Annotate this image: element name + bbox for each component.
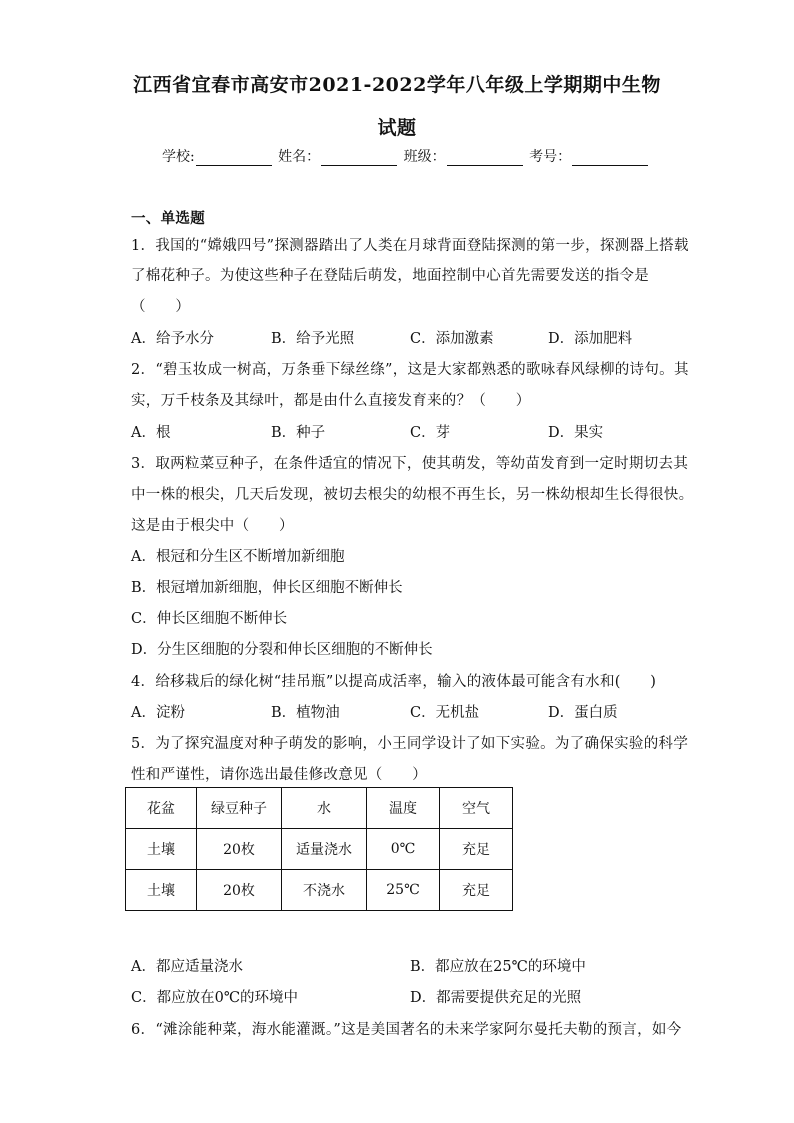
table-cell: 20枚 (197, 829, 282, 870)
q3-option-d: D．分生区细胞的分裂和伸长区细胞的不断伸长 (131, 642, 433, 658)
q2-option-c: C．芽 (410, 425, 451, 441)
q5-option-a: A．都应适量浇水 (131, 959, 243, 975)
q5-line2: 性和严谨性，请你选出最佳修改意见（ ） (131, 767, 427, 783)
table-cell: 土壤 (126, 829, 197, 870)
class-blank (447, 150, 523, 166)
table-header-cell: 空气 (440, 788, 513, 829)
q6-line1: 6．“滩涂能种菜，海水能灌溉。”这是美国著名的未来学家阿尔曼托夫勒的预言，如今 (131, 1022, 682, 1038)
table-cell: 不浇水 (282, 870, 367, 911)
q4-option-c: C．无机盐 (410, 705, 480, 721)
class-label: 班级： (403, 149, 446, 165)
q1-option-b: B．给予光照 (271, 331, 355, 347)
q5-option-c: C．都应放在0℃的环境中 (131, 990, 299, 1006)
school-label: 学校: (162, 149, 195, 165)
q2-option-a: A．根 (131, 425, 171, 441)
table-cell: 充足 (440, 829, 513, 870)
table-header-cell: 水 (282, 788, 367, 829)
q5-option-b: B．都应放在25℃的环境中 (410, 959, 586, 975)
q4-option-d: D．蛋白质 (548, 705, 618, 721)
table-header-cell: 温度 (367, 788, 440, 829)
name-label: 姓名： (278, 149, 321, 165)
section-heading: 一、单选题 (131, 210, 205, 227)
q1-line2: 了棉花种子。为使这些种子在登陆后萌发，地面控制中心首先需要发送的指令是 (131, 268, 649, 284)
q3-option-b: B．根冠增加新细胞，伸长区细胞不断伸长 (131, 580, 403, 596)
table-cell: 适量浇水 (282, 829, 367, 870)
exam-number-label: 考号： (529, 149, 572, 165)
q4-option-b: B．植物油 (271, 705, 340, 721)
table-cell: 25℃ (367, 870, 440, 911)
table-header-cell: 绿豆种子 (197, 788, 282, 829)
student-info-row (162, 146, 650, 166)
experiment-table (125, 787, 513, 911)
table-header-row (126, 788, 513, 829)
q2-line2: 实，万千枝条及其绿叶，都是由什么直接发育来的？（ ） (131, 393, 531, 409)
table-header-cell: 花盆 (126, 788, 197, 829)
q3-option-c: C．伸长区细胞不断伸长 (131, 611, 288, 627)
q3-line2: 中一株的根尖，几天后发现，被切去根尖的幼根不再生长，另一株幼根却生长得很快。 (131, 487, 694, 503)
q2-option-d: D．果实 (548, 425, 604, 441)
q5-line1: 5．为了探究温度对种子萌发的影响，小王同学设计了如下实验。为了确保实验的科学 (131, 736, 689, 752)
table-row (126, 870, 513, 911)
table-cell: 20枚 (197, 870, 282, 911)
exam-number-blank (572, 150, 648, 166)
q3-line3: 这是由于根尖中（ ） (131, 518, 294, 534)
q3-line1: 3．取两粒菜豆种子，在条件适宜的情况下，使其萌发，等幼苗发育到一定时期切去其 (131, 456, 689, 472)
exam-title-line2: 试题 (377, 117, 417, 139)
q1-option-a: A．给予水分 (131, 331, 214, 347)
table-cell: 充足 (440, 870, 513, 911)
q2-line1: 2．“碧玉妆成一树高，万条垂下绿丝绦”，这是大家都熟悉的歌咏春风绿柳的诗句。其 (131, 362, 689, 378)
q1-option-c: C．添加激素 (410, 331, 494, 347)
school-blank (196, 150, 272, 166)
table-row (126, 829, 513, 870)
table-cell: 0℃ (367, 829, 440, 870)
q5-option-d: D．都需要提供充足的光照 (410, 990, 582, 1006)
exam-title-line1: 江西省宜春市高安市2021-2022学年八年级上学期期中生物 (133, 74, 661, 96)
q4-line1: 4．给移栽后的绿化树“挂吊瓶”以提高成活率，输入的液体最可能含有水和( ) (131, 674, 657, 690)
name-blank (321, 150, 397, 166)
q1-option-d: D．添加肥料 (548, 331, 633, 347)
table-cell: 土壤 (126, 870, 197, 911)
q1-line1: 1．我国的“嫦娥四号”探测器踏出了人类在月球背面登陆探测的第一步，探测器上搭载 (131, 238, 689, 254)
q3-option-a: A．根冠和分生区不断增加新细胞 (131, 549, 345, 565)
q1-line3: （ ） (131, 299, 191, 315)
q4-option-a: A．淀粉 (131, 705, 185, 721)
q2-option-b: B．种子 (271, 425, 326, 441)
